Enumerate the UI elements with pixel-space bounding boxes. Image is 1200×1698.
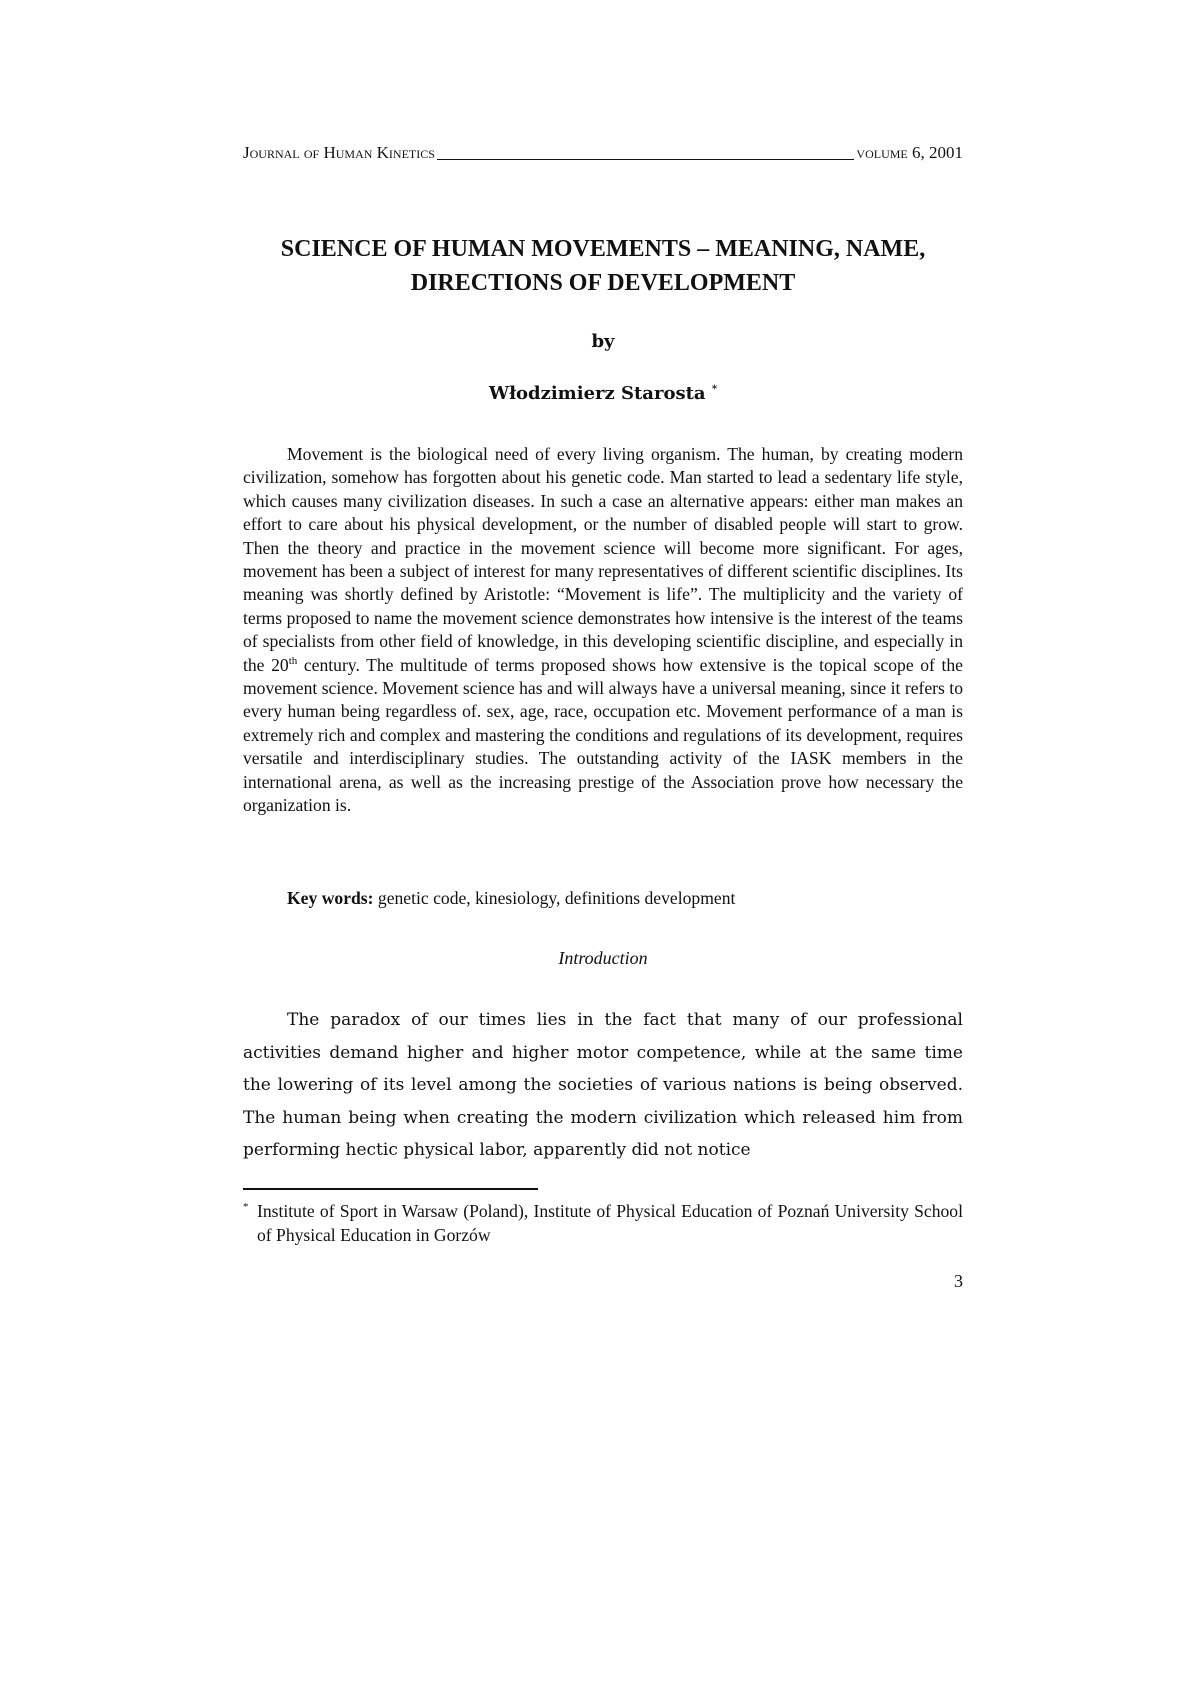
footnote xyxy=(243,1199,963,1247)
keywords-text: genetic code, kinesiology, definitions development xyxy=(373,888,736,908)
journal-name: Journal of Human Kinetics xyxy=(243,143,435,162)
author-name: Włodzimierz Starosta xyxy=(488,383,706,404)
volume-info: volume 6, 2001 xyxy=(856,143,963,162)
keywords xyxy=(287,888,963,909)
abstract xyxy=(243,443,963,818)
running-head-rule xyxy=(437,159,855,160)
keywords-label: Key words: xyxy=(287,888,374,908)
footnote-text: Institute of Sport in Warsaw (Poland), Institute of Physical Education of Poznań University School of Physical Education in Gorzów xyxy=(257,1201,963,1245)
running-head xyxy=(243,143,963,163)
author-line xyxy=(243,383,963,404)
byline: by xyxy=(591,331,615,352)
article-title: SCIENCE OF HUMAN MOVEMENTS – MEANING, NAME, DIRECTIONS OF DEVELOPMENT xyxy=(280,236,926,296)
footnote-separator xyxy=(243,1188,538,1190)
author-footnote-mark: * xyxy=(711,384,718,395)
abstract-text-1: Movement is the biological need of every living organism. The human, by creating modern civilization, somehow has forgotten about his genetic code. Man started to lead a sedentary life style, which causes many civilization diseases. In such a case an alternative appears: either man makes an effort to care about his physical development, or the number of disabled people will start to grow. Then the theory and practice in the movement science will become more significant. For ages, movement has been a subject of interest for many representatives of different scientific disciplines. Its meaning was shortly defined by Aristotle: “Movement is life”. The multiplicity and the variety of terms proposed to name the movement science demonstrates how intensive is the interest of the teams of specialists from other field of knowledge, in this developing scientific discipline, and especially in the 20 xyxy=(243,444,963,675)
page-number: 3 xyxy=(954,1271,963,1291)
abstract-text-2: century. The multitude of terms proposed shows how extensive is the topical scope of the movement science. Movement science has and will always have a universal meaning, since it refers to every human being regardless of. sex, age, race, occupation etc. Movement performance of a man is extremely rich and complex and mastering the conditions and regulations of its development, requires versatile and interdisciplinary studies. The outstanding activity of the IASK members in the international arena, as well as the increasing prestige of the Association prove how necessary the organization is. xyxy=(243,654,963,816)
footnote-mark: * xyxy=(243,1201,249,1213)
section-heading-introduction: Introduction xyxy=(558,948,648,968)
body-paragraph: The paradox of our times lies in the fact that many of our professional activities demand higher and higher motor competence, while at the same time the lowering of its level among the societies of various nations is being observed. The human being when creating the modern civilization which released him from performing hectic physical labor, apparently did not notice xyxy=(243,1010,963,1160)
abstract-superscript: th xyxy=(288,654,298,667)
